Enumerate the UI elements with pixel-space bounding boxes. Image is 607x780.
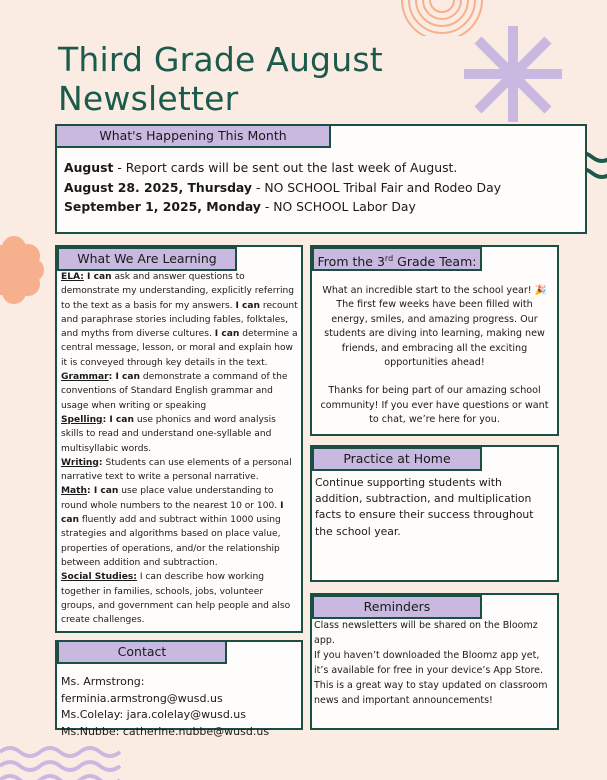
event-item: August - Report cards will be sent out the last week of August. xyxy=(64,160,458,175)
learning-body xyxy=(61,270,299,627)
scallop-circle-decoration xyxy=(0,236,44,304)
wave-lines-bottom-decoration xyxy=(0,742,125,780)
reminder-line: Class newsletters will be shared on the Bloomz app. xyxy=(314,620,538,646)
subject-ela: ELA: I can ask and answer questions to demonstrate my understanding, explicitly referring to the text as a basis for my answers. I can recount and paraphrase stories including fables, folktales, and myths from diverse cultures. I can determine a central message, lesson, or moral and explain how it is conveyed through key details in the text. xyxy=(61,272,298,368)
subject-social-studies: Social Studies: I can describe how working together in families, schools, jobs, volunteer groups, and government can help people and also create challenges. xyxy=(61,572,291,626)
happening-events xyxy=(64,158,579,217)
event-item: September 1, 2025, Monday - NO SCHOOL Labor Day xyxy=(64,199,416,214)
subject-grammar: Grammar: I can demonstrate a command of the conventions of Standard English grammar and usage when writing or speaking xyxy=(61,372,288,411)
team-message xyxy=(318,284,551,428)
page-title: Third Grade August Newsletter xyxy=(58,40,383,118)
team-paragraph: What an incredible start to the school year! 🎉 The first few weeks have been filled with energy, smiles, and amazing progress. Our students are diving into learning, making new friends, and embracing all the exciting opportunities ahead! xyxy=(322,285,547,369)
practice-header: Practice at Home xyxy=(312,447,482,471)
team-header: From the 3rd Grade Team: xyxy=(312,247,482,271)
learning-header: What We Are Learning xyxy=(57,247,237,271)
star-burst-decoration xyxy=(458,22,568,126)
subject-writing: Writing: Students can use elements of a personal narrative text to write a personal narrative. xyxy=(61,457,292,483)
reminders-text xyxy=(314,618,554,708)
contact-item: Ms. Armstrong: ferminia.armstrong@wusd.us xyxy=(61,675,223,705)
contact-list xyxy=(61,674,301,740)
subject-spelling: Spelling: I can use phonics and word analysis skills to read and understand one-syllable and multisyllabic words. xyxy=(61,414,276,454)
contact-header: Contact xyxy=(57,640,227,664)
contact-item: Ms.Colelay: jara.colelay@wusd.us xyxy=(61,708,247,721)
subject-math: Math: I can use place value understanding to round whole numbers to the nearest 10 or 100. I can fluently add and subtract within 1000 using strategies and algorithms based on place value, properties of operations, and/or the relationship between addition and subtraction. xyxy=(61,486,284,568)
happening-header: What's Happening This Month xyxy=(55,124,331,148)
reminders-header: Reminders xyxy=(312,595,482,619)
contact-item: Ms.Nubbe: catherine.nubbe@wusd.us xyxy=(61,724,270,738)
reminder-line: If you haven’t downloaded the Bloomz app yet, it’s available for free in your device’s App Store. This is a great way to stay updated on classroom news and important announcements! xyxy=(314,650,548,706)
team-paragraph: Thanks for being part of our amazing school community! If you ever have questions or want to chat, we’re here for you. xyxy=(320,385,549,426)
practice-text: Continue supporting students with addition, subtraction, and multiplication facts to ensure their success throughout the school year. xyxy=(315,476,534,538)
event-item: August 28. 2025, Thursday - NO SCHOOL Tribal Fair and Rodeo Day xyxy=(64,179,502,195)
